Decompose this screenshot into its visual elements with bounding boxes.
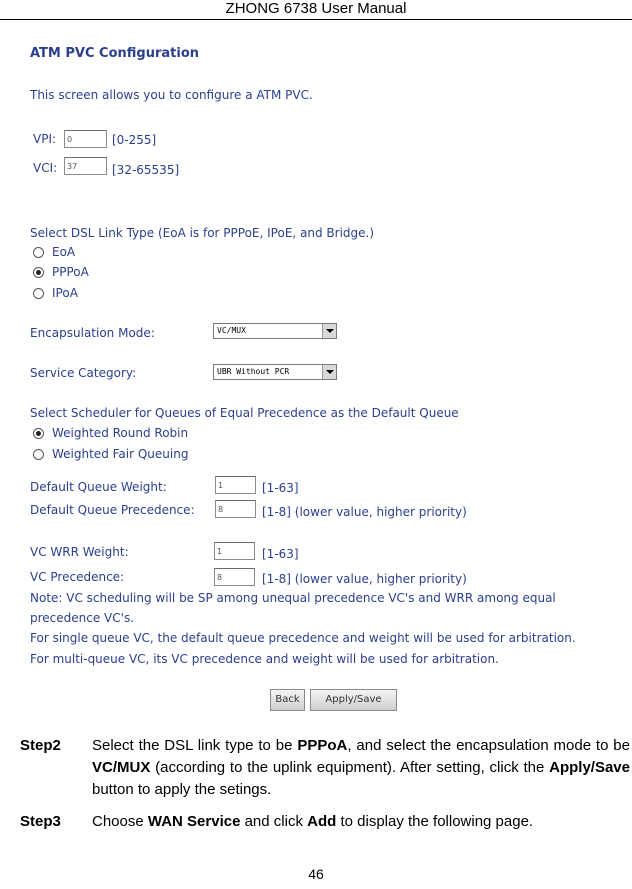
default-queue-precedence-label: Default Queue Precedence: bbox=[30, 503, 195, 517]
step-emphasis: Apply/Save bbox=[549, 759, 630, 776]
default-queue-weight-range: [1-63] bbox=[262, 481, 299, 495]
default-queue-weight-input[interactable] bbox=[215, 476, 256, 494]
encapsulation-label: Encapsulation Mode: bbox=[30, 326, 155, 340]
chevron-down-icon bbox=[322, 324, 336, 338]
step2-text bbox=[92, 735, 630, 801]
service-category-value: UBR Without PCR bbox=[217, 367, 290, 376]
step-emphasis: Add bbox=[307, 813, 337, 830]
service-category-label: Service Category: bbox=[30, 366, 137, 380]
default-queue-weight-label: Default Queue Weight: bbox=[30, 480, 167, 494]
link-type-ipoa-label: IPoA bbox=[52, 286, 78, 300]
vci-label: VCI: bbox=[33, 161, 58, 175]
step-emphasis: VC/MUX bbox=[92, 759, 151, 776]
scheduler-wrr-label: Weighted Round Robin bbox=[52, 426, 189, 440]
vpi-label: VPI: bbox=[33, 132, 57, 146]
scheduler-heading: Select Scheduler for Queues of Equal Precedence as the Default Queue bbox=[30, 406, 459, 420]
vc-precedence-range: [1-8] (lower value, higher priority) bbox=[262, 572, 467, 586]
link-type-pppoa-label: PPPoA bbox=[52, 265, 89, 279]
note-line-2: precedence VC's. bbox=[30, 611, 135, 625]
service-category-select[interactable] bbox=[213, 364, 337, 380]
document-header: ZHONG 6738 User Manual bbox=[225, 0, 407, 17]
step-emphasis: PPPoA bbox=[297, 737, 348, 754]
step-text-run: (according to the uplink equipment). After setting, click the bbox=[150, 759, 550, 776]
vpi-range: [0-255] bbox=[112, 133, 157, 147]
vc-precedence-input[interactable] bbox=[214, 568, 255, 586]
page-title: ATM PVC Configuration bbox=[30, 46, 199, 61]
step2-label: Step2 bbox=[20, 737, 61, 754]
encapsulation-select[interactable] bbox=[213, 323, 337, 339]
default-queue-precedence-input[interactable] bbox=[215, 500, 256, 518]
vc-wrr-weight-label: VC WRR Weight: bbox=[30, 545, 129, 559]
header-divider bbox=[0, 19, 632, 20]
step-text-run: and click bbox=[240, 813, 308, 830]
note-line-4: For multi-queue VC, its VC precedence and weight will be used for arbitration. bbox=[30, 652, 499, 666]
vc-precedence-label: VC Precedence: bbox=[30, 570, 125, 584]
scheduler-wrr-radio[interactable] bbox=[33, 428, 44, 439]
link-type-eoa-label: EoA bbox=[52, 245, 76, 259]
apply-save-button[interactable]: Apply/Save bbox=[310, 689, 397, 711]
chevron-down-icon bbox=[322, 365, 336, 379]
step-text-run: Select the DSL link type to be bbox=[92, 737, 298, 754]
link-type-ipoa-radio[interactable] bbox=[33, 288, 44, 299]
vci-input[interactable] bbox=[64, 157, 107, 175]
step3-text bbox=[92, 811, 630, 833]
step-emphasis: WAN Service bbox=[147, 813, 241, 830]
page-number: 46 bbox=[308, 866, 324, 882]
scheduler-wfq-radio[interactable] bbox=[33, 449, 44, 460]
vpi-input[interactable] bbox=[64, 130, 107, 148]
link-type-eoa-radio[interactable] bbox=[33, 247, 44, 258]
vci-range: [32-65535] bbox=[112, 163, 180, 177]
vc-wrr-weight-range: [1-63] bbox=[262, 547, 299, 561]
note-line-3: For single queue VC, the default queue precedence and weight will be used for arbitration. bbox=[30, 631, 576, 645]
back-button[interactable]: Back bbox=[270, 689, 305, 711]
link-type-pppoa-radio[interactable] bbox=[33, 267, 44, 278]
step-text-run: Choose bbox=[92, 813, 148, 830]
vc-wrr-weight-input[interactable] bbox=[214, 542, 255, 560]
intro-text: This screen allows you to configure a ATM PVC. bbox=[30, 88, 313, 102]
step-text-run: , and select the encapsulation mode to be bbox=[347, 737, 630, 754]
scheduler-wfq-label: Weighted Fair Queuing bbox=[52, 447, 189, 461]
step3-label: Step3 bbox=[20, 813, 61, 830]
step-text-run: button to apply the setings. bbox=[92, 781, 272, 798]
step-text-run: to display the following page. bbox=[336, 813, 534, 830]
default-queue-precedence-range: [1-8] (lower value, higher priority) bbox=[262, 505, 467, 519]
link-type-heading: Select DSL Link Type (EoA is for PPPoE, IPoE, and Bridge.) bbox=[30, 226, 375, 240]
note-line-1: Note: VC scheduling will be SP among unequal precedence VC's and WRR among equal bbox=[30, 591, 556, 605]
encapsulation-value: VC/MUX bbox=[217, 326, 246, 335]
